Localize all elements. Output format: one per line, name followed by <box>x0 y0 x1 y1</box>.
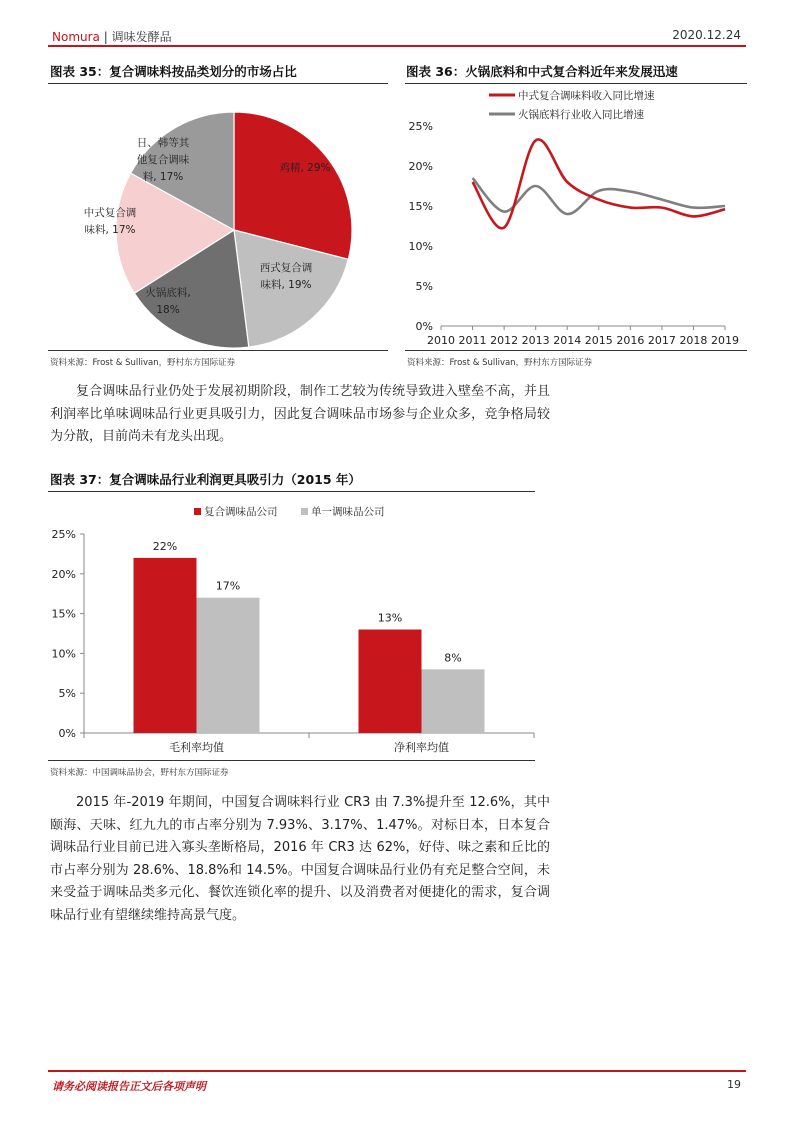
series-line <box>473 139 725 228</box>
figure37-bar-chart <box>48 494 535 758</box>
figure36-title-rule <box>405 83 747 84</box>
y-tick-label: 25% <box>408 120 433 133</box>
bar <box>422 669 485 733</box>
figure35-pie-chart <box>48 86 388 348</box>
y-tick-label: 0% <box>415 320 433 333</box>
x-tick-label: 2013 <box>521 334 550 347</box>
figure37-title-rule <box>48 491 535 492</box>
line-series <box>473 139 725 228</box>
series-line <box>473 178 725 214</box>
pie-slice-label: 火锅底料, 18% <box>145 287 191 316</box>
legend-label: 复合调味品公司 <box>204 506 278 518</box>
report-date: 2020.12.24 <box>672 28 741 42</box>
x-tick-label: 2016 <box>616 334 645 347</box>
body-paragraph-2 <box>50 792 550 927</box>
x-category-label: 净利率均值 <box>394 741 449 754</box>
brand-separator: | <box>99 30 112 44</box>
figure35-title-rule <box>48 83 388 84</box>
pie-slice-label: 鸡精, 29% <box>279 162 331 174</box>
line-axes <box>409 120 739 347</box>
figure35-bottom-rule <box>48 350 388 351</box>
y-tick-label: 15% <box>51 607 76 621</box>
y-tick-label: 5% <box>58 687 76 701</box>
pie-slice-label: 中式复合调味料, 17% <box>83 207 137 236</box>
x-tick-label: 2014 <box>553 334 582 347</box>
report-section: 调味发酵品 <box>111 30 172 44</box>
y-tick-label: 10% <box>51 647 76 661</box>
x-tick-label: 2019 <box>711 334 739 347</box>
x-tick-label: 2018 <box>679 334 708 347</box>
x-tick-label: 2012 <box>490 334 519 347</box>
y-tick-label: 10% <box>408 240 433 253</box>
figure36-title: 图表 36：火锅底料和中式复合料近年来发展迅速 <box>406 64 678 79</box>
header-divider <box>48 45 746 47</box>
bar-value-label: 8% <box>444 651 462 665</box>
bar-value-label: 17% <box>215 579 241 593</box>
pie-slice-label: 日、韩等其他复合调味料, 17% <box>136 137 190 183</box>
figure37-source: 资料来源：中国调味品协会，野村东方国际证券 <box>50 768 229 778</box>
figure37-title: 图表 37：复合调味品行业利润更具吸引力（2015 年） <box>50 472 361 487</box>
page-number: 19 <box>727 1078 741 1091</box>
figure36-line-chart <box>405 86 747 348</box>
bar-marks <box>134 540 485 733</box>
y-tick-label: 20% <box>408 160 433 173</box>
body-paragraph-1 <box>50 381 550 449</box>
x-category-label: 毛利率均值 <box>169 741 224 754</box>
x-tick-label: 2011 <box>458 334 487 347</box>
y-tick-label: 15% <box>408 200 433 213</box>
legend-label: 火锅底料行业收入同比增速 <box>518 109 644 121</box>
bar-legend <box>194 505 385 518</box>
line-legend <box>489 89 655 121</box>
figure36-bottom-rule <box>405 350 747 351</box>
footer-disclaimer: 请务必阅读报告正文后各项声明 <box>52 1080 206 1093</box>
bar <box>359 630 422 733</box>
paragraph-1-text: 复合调味品行业仍处于发展初期阶段，制作工艺较为传统导致进入壁垒不高，并且利润率比单味调味品行业更具吸引力，因此复合调味品市场参与企业众多，竞争格局较为分散，目前尚未有龙头出现。 <box>50 384 550 444</box>
y-tick-label: 25% <box>51 528 76 541</box>
legend-swatch <box>301 508 308 515</box>
x-tick-label: 2017 <box>647 334 676 347</box>
bar-value-label: 22% <box>152 539 178 553</box>
legend-label: 中式复合调味料收入同比增速 <box>518 90 655 102</box>
pie-slice-label: 西式复合调味料, 19% <box>259 262 313 291</box>
figure36-source: 资料来源：Frost & Sullivan，野村东方国际证券 <box>407 358 593 368</box>
figure35-title: 图表 35：复合调味料按品类划分的市场占比 <box>50 64 297 79</box>
y-tick-label: 20% <box>51 567 76 581</box>
y-tick-label: 5% <box>415 280 433 293</box>
bar <box>134 558 197 733</box>
legend-swatch <box>194 508 201 515</box>
figure35-source: 资料来源：Frost & Sullivan，野村东方国际证券 <box>50 358 236 368</box>
report-brand <box>52 28 172 45</box>
x-tick-label: 2010 <box>427 334 455 347</box>
legend-label: 单一调味品公司 <box>311 506 385 518</box>
bar <box>197 598 260 733</box>
x-tick-label: 2015 <box>584 334 613 347</box>
paragraph-2-text: 2015 年-2019 年期间，中国复合调味料行业 CR3 由 7.3%提升至 12.6%，其中颐海、天味、红九九的市占率分别为 7.93%、3.17%、1.47%。对标日本，日本复合调味品行业目前已进入寡头垄断格局，2016 年 CR3 达 62%，好侍、味之素和丘比的市占率分别为 28.6%、18.8%和 14.5%。中国复合调味品行业仍有充足整合空间，未来受益于调味品类多元化、餐饮连锁化率的提升、以及消费者对便捷化的需求，复合调味品行业有望继续维持高景气度。 <box>50 795 550 923</box>
figure37-bottom-rule <box>48 760 535 761</box>
brand-name: Nomura <box>52 30 100 44</box>
y-tick-label: 0% <box>58 727 76 740</box>
footer-divider <box>48 1070 746 1072</box>
bar-value-label: 13% <box>377 611 403 625</box>
